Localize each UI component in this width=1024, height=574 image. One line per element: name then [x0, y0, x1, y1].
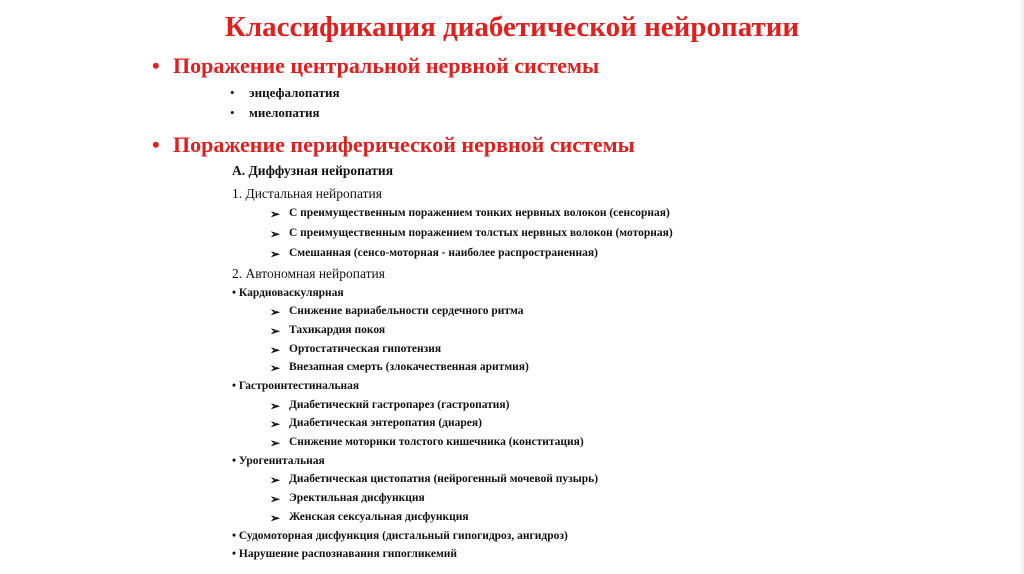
arrow-bullet-icon: ➢ — [270, 324, 281, 338]
bullet-icon: • — [152, 53, 160, 78]
distal-neuropathy-heading: 1. Дистальная нейропатия — [232, 186, 382, 201]
bullet-icon: • — [152, 132, 160, 157]
slide-title: Классификация диабетической нейропатии — [224, 11, 800, 43]
arrow-bullet-icon: ➢ — [270, 207, 281, 221]
category-label: Гастроинтестинальная — [238, 380, 360, 392]
section-cns-heading: Поражение центральной нервной системы — [173, 53, 600, 78]
category-label: Урогенитальная — [238, 455, 325, 467]
list-item: С преимущественным поражением толстых нервных волокон (моторная) — [289, 227, 673, 239]
list-item: энцефалопатия — [249, 85, 340, 100]
list-item: Смешанная (сенсо-моторная - наиболее распространенная) — [289, 247, 598, 259]
list-item: Снижение моторики толстого кишечника (конститация) — [289, 436, 584, 448]
arrow-bullet-icon: ➢ — [270, 417, 281, 431]
category-heading: • Кардиоваскулярная — [232, 287, 344, 299]
list-item: Диабетическая энтеропатия (диарея) — [289, 417, 482, 429]
arrow-bullet-icon: ➢ — [270, 247, 281, 261]
list-item: Женская сексуальная дисфункция — [289, 511, 469, 523]
list-item: Эректильная дисфункция — [289, 492, 425, 504]
bullet-icon: • — [230, 85, 235, 100]
arrow-bullet-icon: ➢ — [270, 436, 281, 450]
arrow-bullet-icon: ➢ — [270, 399, 281, 413]
category-label: Нарушение распознавания гипогликемий — [238, 548, 458, 560]
arrow-bullet-icon: ➢ — [270, 492, 281, 506]
category-heading: • Урогенитальная — [232, 455, 325, 467]
list-item: Ортостатическая гипотензия — [289, 343, 442, 355]
section-pns-heading: Поражение периферической нервной системы — [173, 132, 635, 157]
category-heading: • Судомоторная дисфункция (дистальный гипогидроз, ангидроз) — [232, 530, 568, 542]
arrow-bullet-icon: ➢ — [270, 227, 281, 241]
list-item: Внезапная смерть (злокачественная аритмия) — [289, 361, 529, 373]
list-item: Снижение вариабельности сердечного ритма — [289, 305, 524, 317]
category-heading: • Гастроинтестинальная — [232, 380, 360, 392]
list-item: Диабетическая цистопатия (нейрогенный мочевой пузырь) — [289, 473, 599, 485]
slide-edge-shadow — [1018, 0, 1024, 574]
category-label: Кардиоваскулярная — [238, 287, 344, 299]
diffuse-neuropathy-heading: А. Диффузная нейропатия — [232, 163, 393, 178]
category-heading: • Нарушение распознавания гипогликемий — [232, 548, 458, 560]
bullet-icon: • — [230, 105, 235, 120]
list-item: Тахикардия покоя — [289, 324, 386, 336]
list-item: Диабетический гастропарез (гастропатия) — [289, 399, 510, 411]
arrow-bullet-icon: ➢ — [270, 473, 281, 487]
arrow-bullet-icon: ➢ — [270, 361, 281, 375]
category-label: Судомоторная дисфункция (дистальный гипогидроз, ангидроз) — [238, 530, 568, 542]
list-item: миелопатия — [249, 105, 320, 120]
arrow-bullet-icon: ➢ — [270, 511, 281, 525]
list-item: С преимущественным поражением тонких нервных волокон (сенсорная) — [289, 207, 670, 219]
autonomic-neuropathy-heading: 2. Автономная нейропатия — [232, 266, 385, 281]
arrow-bullet-icon: ➢ — [270, 343, 281, 357]
arrow-bullet-icon: ➢ — [270, 305, 281, 319]
